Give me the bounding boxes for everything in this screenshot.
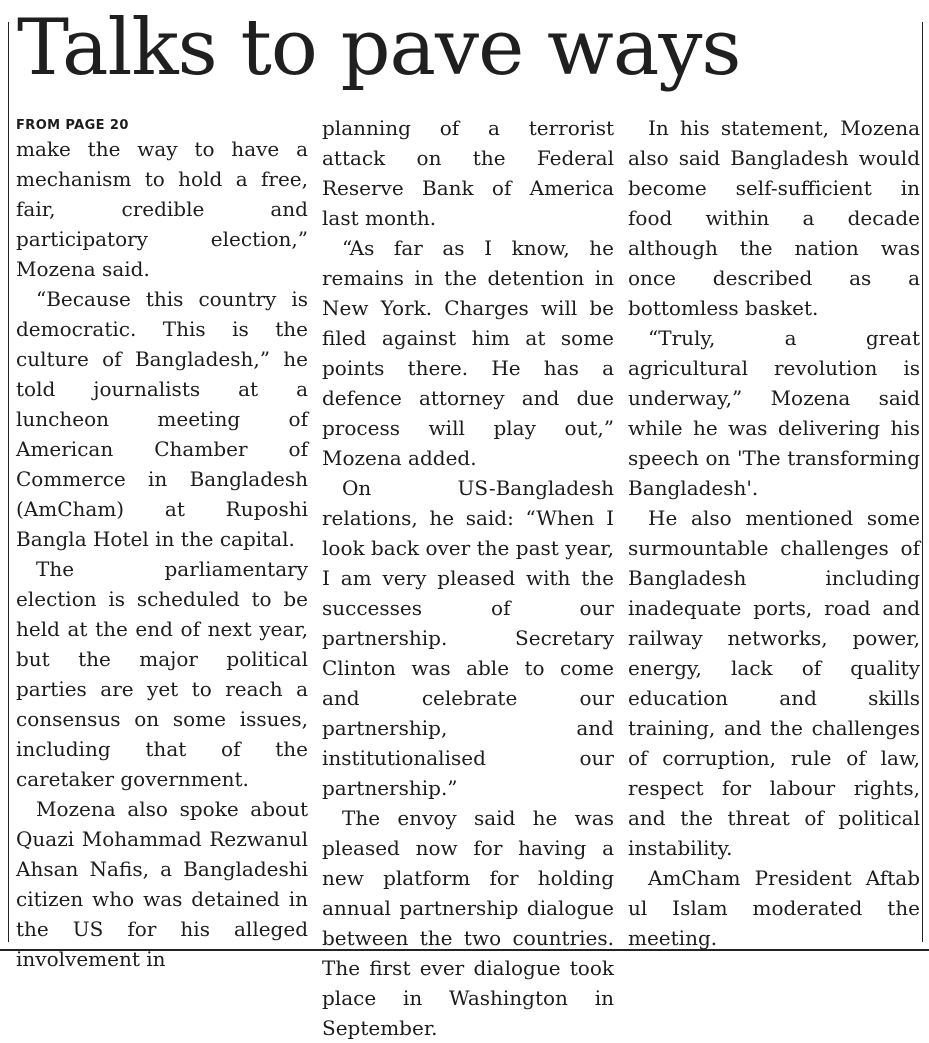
paragraph: Mozena also spoke about Quazi Mohammad Rezwanul Ahsan Nafis, a Bangladeshi citizen who was detained in the US for his alleged involvement in (16, 797, 308, 971)
article-column-3 (628, 113, 920, 953)
left-border-rule (8, 22, 9, 942)
article-column-2 (322, 113, 614, 1043)
right-border-rule (922, 22, 923, 942)
paragraph: On US-Bangladesh relations, he said: “When I look back over the past year, I am very pleased with the successes of our partnership. Secretary Clinton was able to come and celebrate our partnership, and institutionalised our partnership.” (322, 476, 614, 800)
paragraph: The parliamentary election is scheduled to be held at the end of next year, but the major political parties are yet to reach a consensus on some issues, including that of the caretaker government. (16, 557, 308, 791)
paragraph: make the way to have a mechanism to hold a free, fair, credible and participatory election,” Mozena said. (16, 137, 308, 281)
article-column-1 (16, 118, 308, 974)
paragraph: AmCham President Aftab ul Islam moderated the meeting. (628, 866, 920, 950)
paragraph: He also mentioned some surmountable challenges of Bangladesh including inadequate ports, road and railway networks, power, energy, lack of quality education and skills training, and the challenges of corruption, rule of law, respect for labour rights, and the threat of political instability. (628, 506, 920, 860)
paragraph: “As far as I know, he remains in the detention in New York. Charges will be filed against him at some points there. He has a defence attorney and due process will play out,” Mozena added. (322, 236, 614, 470)
headline: Talks to pave ways (17, 3, 741, 93)
paragraph: planning of a terrorist attack on the Federal Reserve Bank of America last month. (322, 116, 614, 230)
paragraph: “Truly, a great agricultural revolution is underway,” Mozena said while he was delivering his speech on 'The transforming Bangladesh'. (628, 326, 920, 500)
continuation-kicker: FROM PAGE 20 (16, 118, 129, 133)
paragraph: The envoy said he was pleased now for having a new platform for holding annual partnership dialogue between the two countries. The first ever dialogue took place in Washington in September. (322, 806, 614, 1040)
paragraph: In his statement, Mozena also said Bangladesh would become self-sufficient in food within a decade although the nation was once described as a bottomless basket. (628, 116, 920, 320)
paragraph: “Because this country is democratic. This is the culture of Bangladesh,” he told journalists at a luncheon meeting of American Chamber of Commerce in Bangladesh (AmCham) at Ruposhi Bangla Hotel in the capital. (16, 287, 308, 551)
